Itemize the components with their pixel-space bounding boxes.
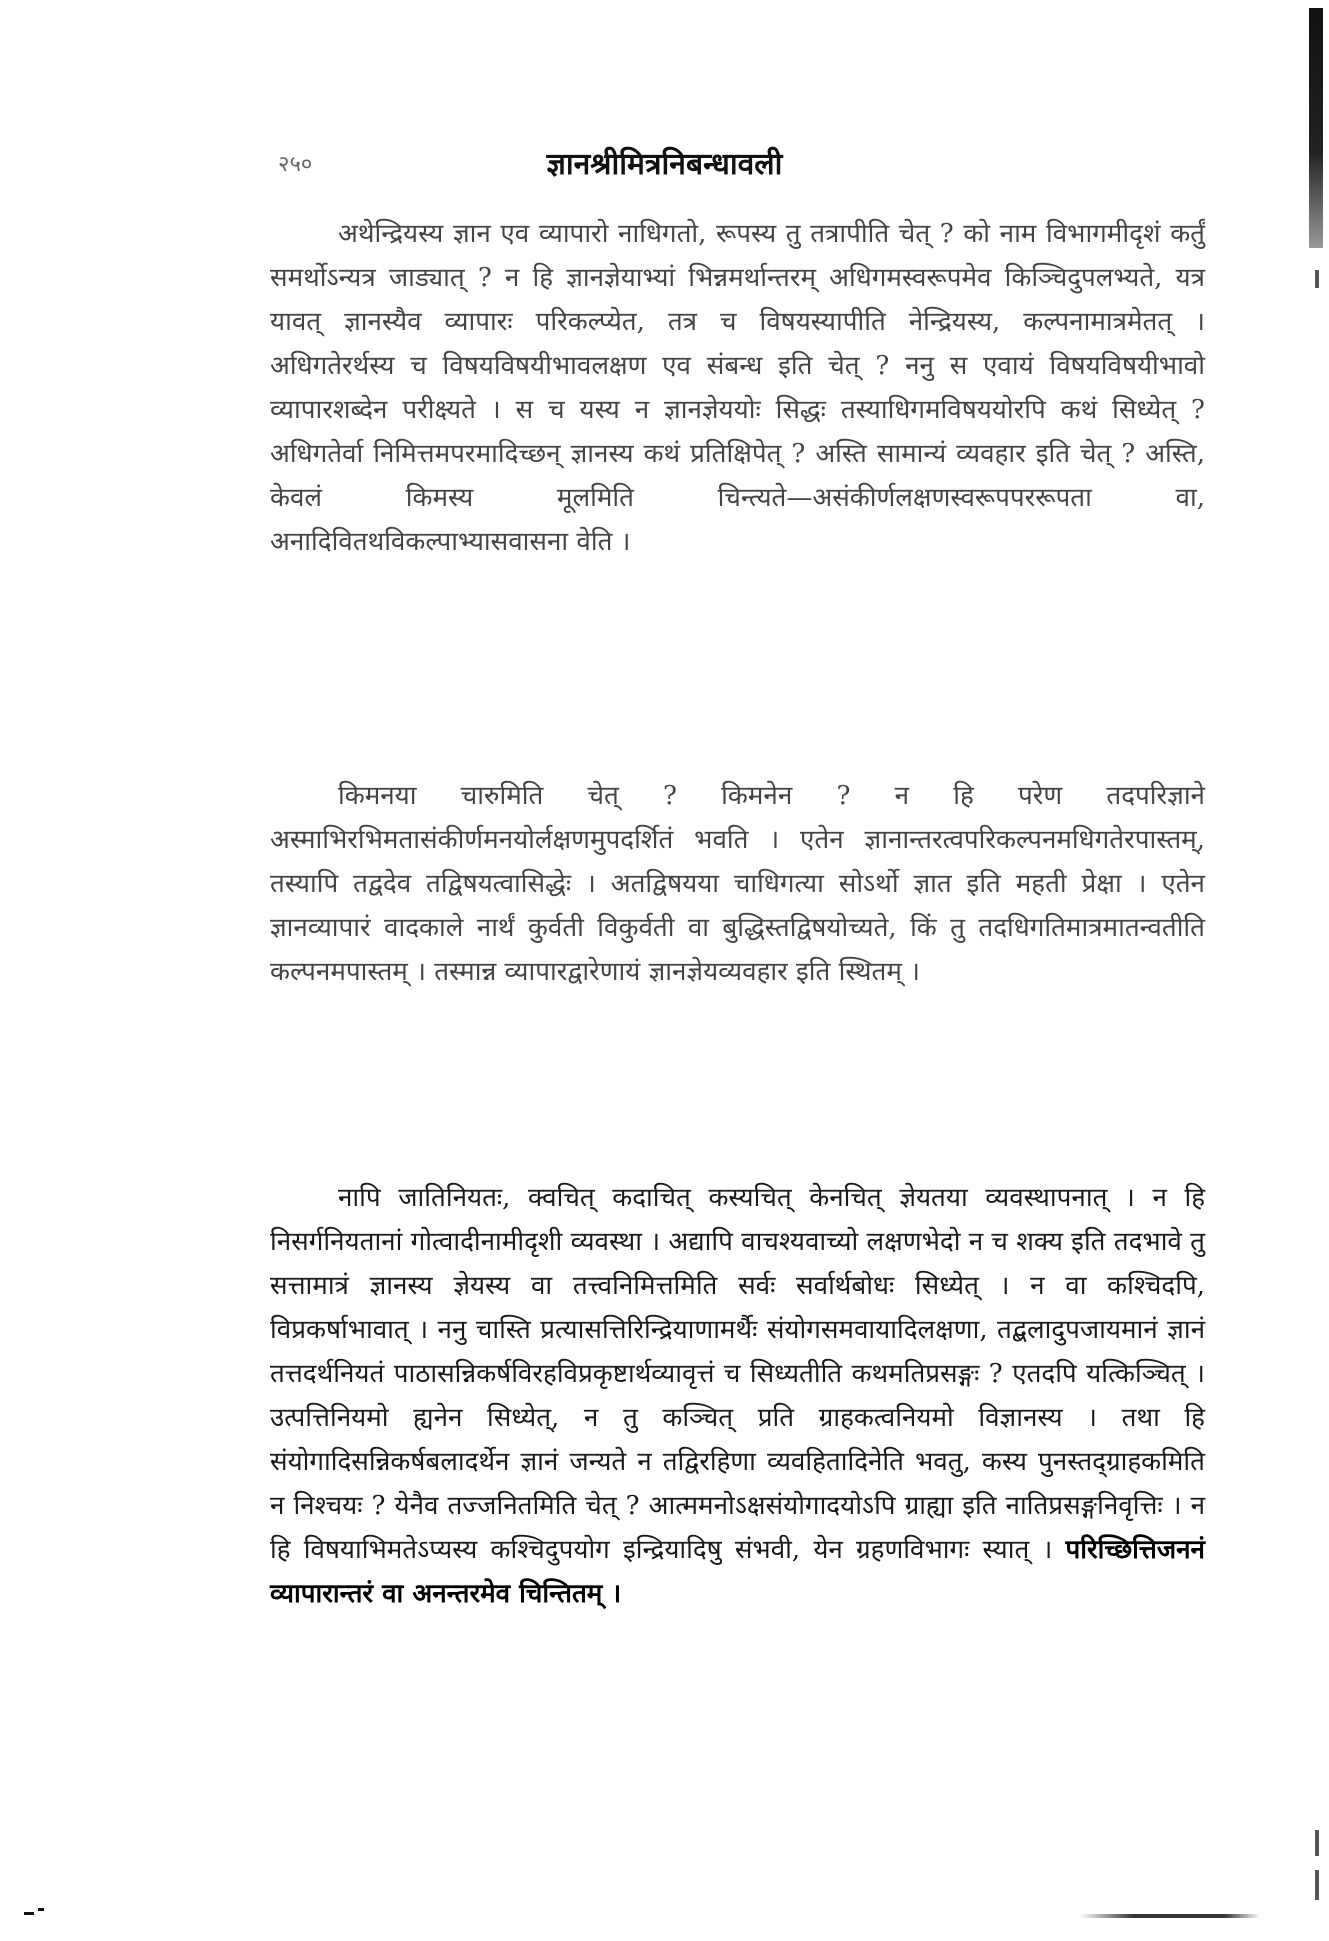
paragraph-1-text: अथेन्द्रियस्य ज्ञान एव व्यापारो नाधिगतो, रूपस्य तु तत्रापीति चेत् ? को नाम विभागमीदृशं कर्तुं समर्थोऽन्यत्र जाड्यात् ? न हि ज्ञानज्ञेयाभ्यां भिन्नमर्थान्तरम् अधिगमस्वरूपमेव किञ्चिदुपलभ्यते, यत्र यावत् ज्ञानस्यैव व्यापारः परिकल्प्येत, तत्र च विषयस्यापीति नेन्द्रियस्य, कल्पनामात्रमेतत् । अधिगतेरर्थस्य च विषयविषयीभावलक्षण एव संबन्ध इति चेत् ? ननु स एवायं विषयविषयीभावो व्यापारशब्देन परीक्ष्यते । स च यस्य न ज्ञानज्ञेययोः सिद्धः तस्याधिगमविषययोरपि कथं सिध्येत् ? अधिगतेर्वा निमित्तमपरमादिच्छन् ज्ञानस्य कथं प्रतिक्षिपेत् ? अस्ति सामान्यं व्यवहार इति चेत् ? अस्ति, केवलं किमस्य मूलमिति चिन्त्यते—असंकीर्णलक्षणस्वरूपपररूपता वा, अनादिवितथविकल्पाभ्यासवासना वेति । (270, 219, 1205, 557)
paragraph-2-text: किमनया चारुमिति चेत् ? किमनेन ? न हि परेण तदपरिज्ञाने अस्माभिरभिमतासंकीर्णमनयोर्लक्षणमुपदर्शितं भवति । एतेन ज्ञानान्तरत्वपरिकल्पनमधिगतेरपास्तम्, तस्यापि तद्वदेव तद्विषयत्वासिद्धेः । अतद्विषयया चाधिगत्या सोऽर्थो ज्ञात इति महती प्रेक्षा । एतेन ज्ञानव्यापारं वादकाले नार्थं कुर्वती विकुर्वती वा बुद्धिस्तद्विषयोच्यते, किं तु तदधिगतिमात्रमातन्वतीति कल्पनमपास्तम् । तस्मान्न व्यापारद्वारेणायं ज्ञानज्ञेयव्यवहार इति स्थितम् । (270, 781, 1205, 987)
paragraph-3 (270, 1176, 1205, 1616)
scan-mark-bottom (1080, 1914, 1260, 1918)
scan-speckle (1315, 1830, 1319, 1856)
paragraph-2 (270, 774, 1205, 994)
paragraph-3-text: नापि जातिनियतः, क्वचित् कदाचित् कस्यचित् केनचित् ज्ञेयतया व्यवस्थापनात् । न हि निसर्गनियतानां गोत्वादीनामीदृशी व्यवस्था । अद्यापि वाचश्यवाच्यो लक्षणभेदो न च शक्य इति तदभावे तु सत्तामात्रं ज्ञानस्य ज्ञेयस्य वा तत्त्वनिमित्तमिति सर्वः सर्वार्थबोधः सिध्येत् । न वा कश्चिदपि, विप्रकर्षाभावात् । ननु चास्ति प्रत्यासत्तिरिन्द्रियाणामर्थैः संयोगसमवायादिलक्षणा, तद्बलादुपजायमानं ज्ञानं तत्तदर्थनियतं पाठासन्निकर्षविरहविप्रकृष्टार्थव्यावृत्तं च सिध्यतीति कथमतिप्रसङ्गः ? एतदपि यत्किञ्चित् । उत्पत्तिनियमो ह्यनेन सिध्येत्, न तु कञ्चित् प्रति ग्राहकत्वनियमो विज्ञानस्य । तथा हि संयोगादिसन्निकर्षबलादर्थेन ज्ञानं जन्यते न तद्विरहिणा व्यवहितादिनेति भवतु, कस्य पुनस्तद्ग्राहकमिति न निश्चयः ? येनैव तज्जनितमिति चेत् ? आत्ममनोऽक्षसंयोगादयोऽपि ग्राह्या इति नातिप्रसङ्गनिवृत्तिः । न हि विषयाभिमतेऽप्यस्य कश्चिदुपयोग इन्द्रियादिषु संभवी, येन ग्रहणविभागः स्यात् । (270, 1183, 1205, 1565)
scan-mark-left (24, 1908, 46, 1918)
scan-binding-shadow (1309, 8, 1323, 248)
scan-speckle (1315, 1870, 1319, 1900)
scan-edge-right (1301, 0, 1329, 1941)
running-title: ज्ञानश्रीमित्रनिबन्धावली (546, 147, 783, 182)
paragraph-1 (270, 212, 1205, 564)
paragraph-3-closing: परिच्छित्तिजननं व्यापारान्तरं वा अनन्तरमेव चिन्तितम् । (270, 1535, 1205, 1609)
scan-speckle (1315, 270, 1319, 288)
page-number: २५० (278, 152, 313, 177)
